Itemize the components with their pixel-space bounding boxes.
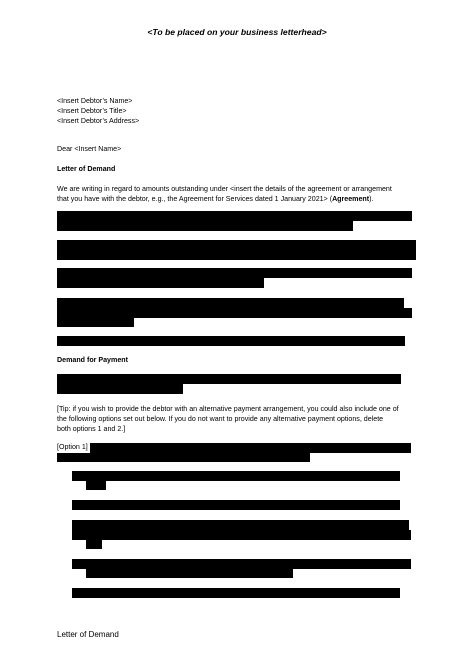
redaction-bar <box>57 308 412 318</box>
redaction-bar <box>72 559 411 569</box>
redaction-bar <box>86 481 106 490</box>
tip-line-1: [Tip: if you wish to provide the debtor with an alternative payment arrangement, you could also include one of <box>57 405 399 413</box>
redaction-bar <box>72 530 411 540</box>
redaction-bar <box>86 569 293 578</box>
redaction-bar <box>57 318 134 327</box>
letter-heading: Letter of Demand <box>57 165 116 173</box>
intro-line-2 <box>57 194 373 204</box>
redaction-bar <box>57 384 183 394</box>
redaction-bar <box>86 540 102 549</box>
debtor-address-line: <Insert Debtor’s Address> <box>57 117 140 125</box>
debtor-title-line: <Insert Debtor’s Title> <box>57 107 127 115</box>
redaction-bar <box>72 520 409 530</box>
redaction-bar <box>90 443 411 453</box>
page-footer: Letter of Demand <box>57 630 119 639</box>
redaction-bar <box>57 211 412 221</box>
redaction-bar <box>57 453 310 462</box>
redaction-bar <box>57 268 412 278</box>
redaction-bar <box>72 588 400 598</box>
redaction-bar <box>72 500 400 510</box>
tip-line-2: the following options set out below. If you do not want to provide any alternative payment options, delete <box>57 415 384 423</box>
redaction-bar <box>57 221 353 231</box>
redaction-bar <box>57 374 401 384</box>
option-1-label: [Option 1] <box>57 443 88 451</box>
intro-line-2-end: ). <box>369 195 374 203</box>
intro-line-1: We are writing in regard to amounts outstanding under <insert the details of the agreement or arrangement <box>57 185 392 193</box>
redaction-bar <box>57 336 405 346</box>
redaction-bar <box>57 278 264 288</box>
payment-heading: Demand for Payment <box>57 356 128 364</box>
redaction-bar <box>57 298 404 308</box>
agreement-defined-term: Agreement <box>332 195 370 203</box>
letterhead-placeholder: <To be placed on your business letterhead> <box>147 27 327 37</box>
redaction-bar <box>57 240 416 260</box>
debtor-name-line: <Insert Debtor’s Name> <box>57 97 133 105</box>
redaction-bar <box>72 471 400 481</box>
intro-line-2-text: that you have with the debtor, e.g., the Agreement for Services dated 1 January 2021> ( <box>57 195 333 203</box>
salutation: Dear <Insert Name> <box>57 145 122 153</box>
tip-line-3: both options 1 and 2.] <box>57 425 126 433</box>
